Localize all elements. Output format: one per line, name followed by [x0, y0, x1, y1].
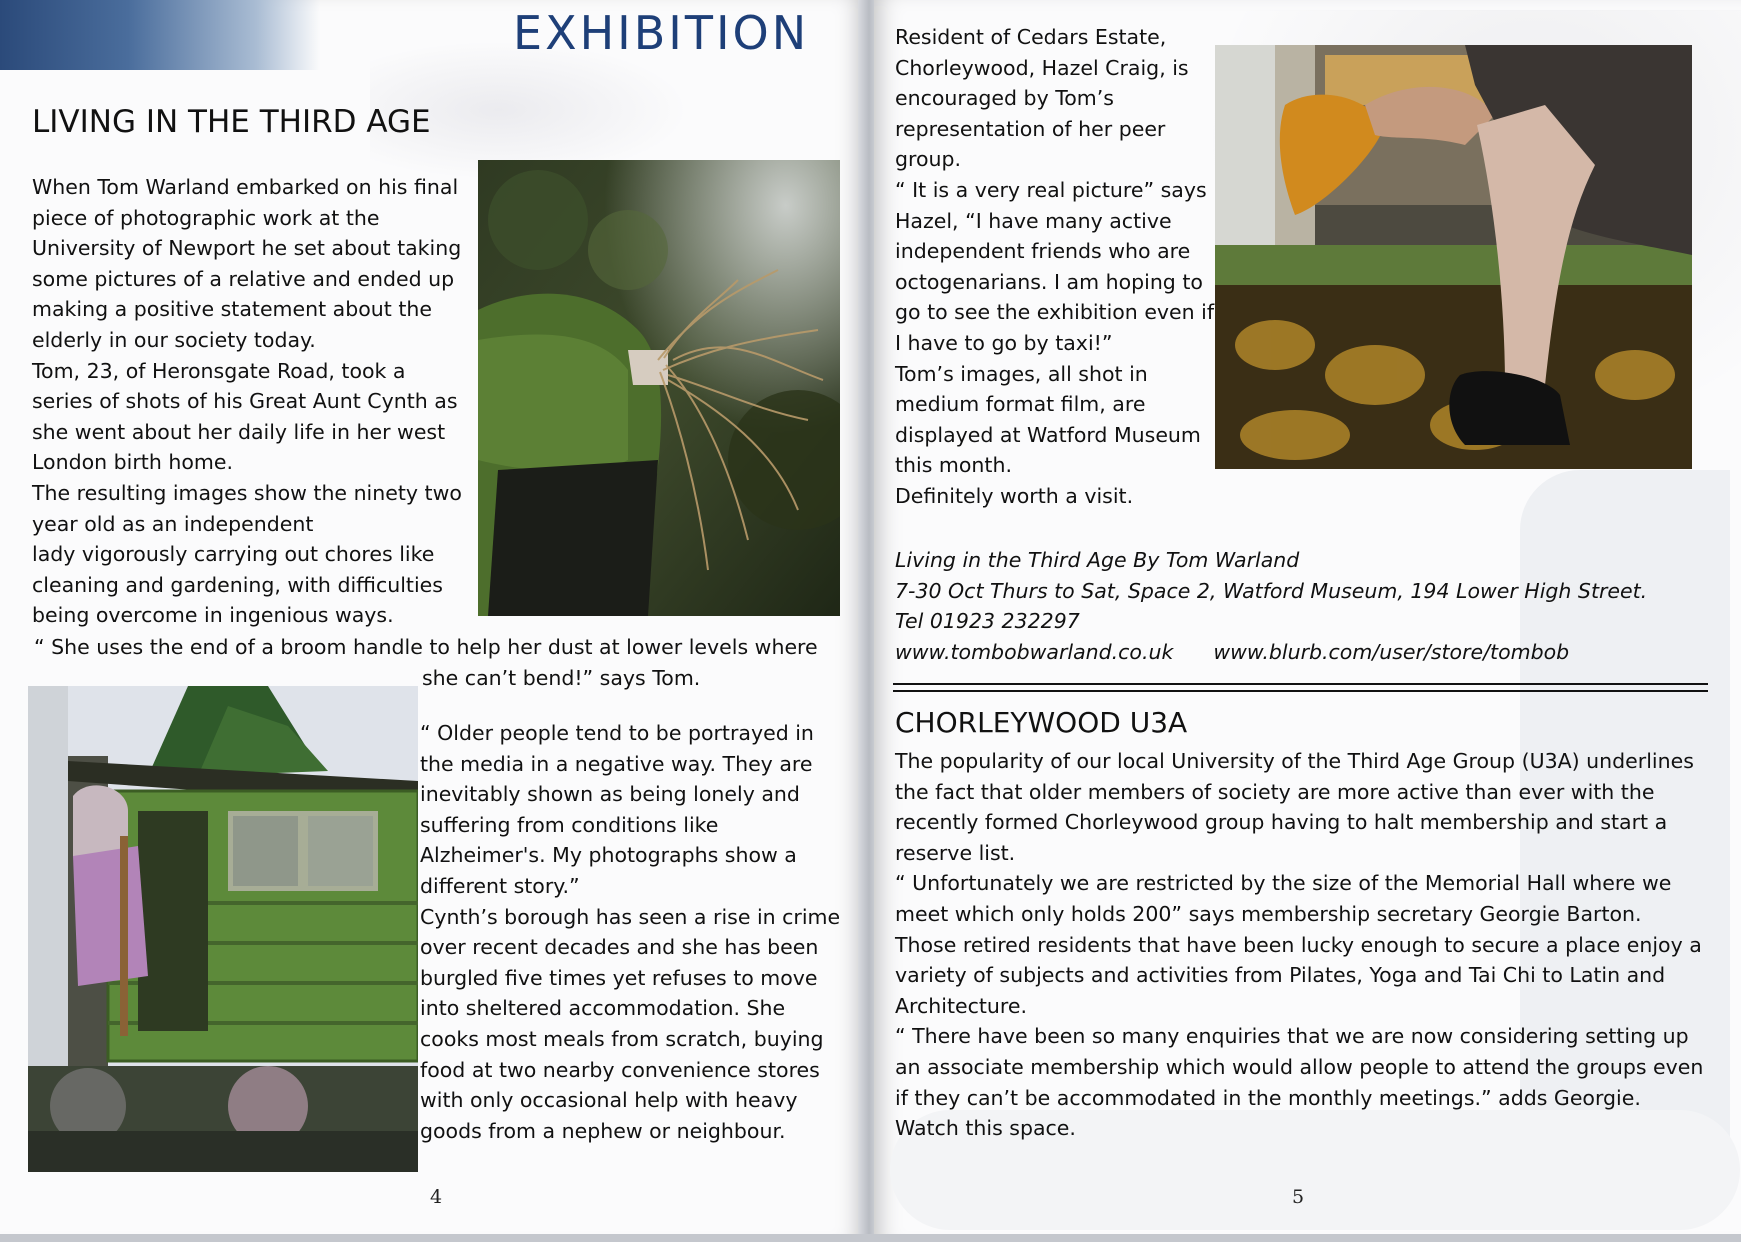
text-line: cleaning and gardening, with difficulties — [32, 572, 443, 597]
text-line: recently formed Chorleywood group having to halt membership and start a — [895, 810, 1668, 835]
article-title: LIVING IN THE THIRD AGE — [32, 104, 431, 140]
text-line: over recent decades and she has been — [420, 935, 819, 960]
text-line: “ Older people tend to be portrayed in — [420, 721, 814, 745]
divider-rule — [893, 683, 1708, 685]
text-line: displayed at Watford Museum — [895, 422, 1201, 447]
website-link[interactable]: www.tombobwarland.co.uk — [895, 639, 1174, 664]
text-line: “ Unfortunately we are restricted by the size of the Memorial Hall where we — [895, 871, 1672, 896]
u3a-article — [895, 746, 1703, 1144]
text-line: When Tom Warland embarked on his final — [32, 175, 459, 199]
text-line: Living in the Third Age By Tom Warland — [895, 548, 1300, 572]
text-line: goods from a nephew or neighbour. — [420, 1118, 786, 1143]
photo-shed — [28, 686, 418, 1172]
text-line: independent friends who are — [895, 239, 1191, 264]
text-line: with only occasional help with heavy — [420, 1088, 798, 1113]
text-line: some pictures of a relative and ended up — [32, 266, 455, 291]
text-line: “ It is a very real picture” says — [895, 177, 1207, 202]
u3a-title: CHORLEYWOOD U3A — [895, 706, 1188, 739]
text-line: lady vigorously carrying out chores like — [32, 542, 435, 567]
text-line: 7-30 Oct Thurs to Sat, Space 2, Watford Museum, 194 Lower High Street. — [895, 578, 1648, 603]
top-color-band — [0, 0, 320, 70]
text-line: meet which only holds 200” says membership secretary Georgie Barton. — [895, 901, 1642, 926]
text-line: this month. — [895, 453, 1012, 478]
text-line: piece of photographic work at the — [32, 205, 380, 230]
gardening-image — [478, 160, 840, 616]
text-line: Definitely worth a visit. — [895, 483, 1134, 508]
text-line: Hazel, “I have many active — [895, 208, 1172, 233]
text-line: The resulting images show the ninety two — [32, 480, 462, 505]
section-header: EXHIBITION — [513, 6, 810, 60]
text-line: Those retired residents that have been lucky enough to secure a place enjoy a — [895, 932, 1702, 957]
page-number: 4 — [430, 1186, 443, 1208]
text-line: London birth home. — [32, 450, 233, 475]
text-line: go to see the exhibition even if — [895, 300, 1215, 325]
oven-image — [1215, 45, 1692, 469]
text-line: an associate membership which would allow people to attend the groups even — [895, 1054, 1704, 1079]
hazel-column — [895, 22, 1214, 512]
website-link[interactable]: www.blurb.com/user/store/tombob — [1213, 639, 1570, 664]
text-line: the fact that older members of society are more active than ever with the — [895, 779, 1655, 804]
text-line: Architecture. — [895, 993, 1028, 1018]
divider-rule — [893, 690, 1708, 692]
text-line: Tel 01923 232297 — [895, 609, 1080, 634]
page-number: 5 — [1292, 1186, 1305, 1208]
text-line: into sheltered accommodation. She — [420, 996, 786, 1021]
exhibition-info — [895, 545, 1647, 667]
text-line: if they can’t be accommodated in the monthly meetings.” adds Georgie. — [895, 1085, 1641, 1110]
text-line: octogenarians. I am hoping to — [895, 269, 1203, 294]
text-line: Watch this space. — [895, 1116, 1076, 1141]
text-line: being overcome in ingenious ways. — [32, 603, 394, 628]
text-line: encouraged by Tom’s — [895, 86, 1114, 111]
text-line: Resident of Cedars Estate, — [895, 25, 1167, 49]
text-line: she can’t bend!” says Tom. — [422, 665, 701, 690]
text-line: reserve list. — [895, 840, 1016, 865]
second-column — [420, 718, 840, 1146]
photo-oven — [1215, 45, 1692, 469]
photo-gardening — [478, 160, 840, 616]
text-line: University of Newport he set about taking — [32, 236, 462, 261]
intro-paragraph — [32, 172, 462, 631]
text-line: suffering from conditions like — [420, 812, 719, 837]
text-line: different story.” — [420, 873, 580, 898]
text-line: “ There have been so many enquiries that we are now considering setting up — [895, 1024, 1689, 1049]
text-line: the media in a negative way. They are — [420, 751, 813, 776]
text-line: burgled five times yet refuses to move — [420, 965, 818, 990]
text-line: medium format film, are — [895, 392, 1146, 417]
text-line: cooks most meals from scratch, buying — [420, 1026, 824, 1051]
page-bottom-edge — [0, 1234, 1741, 1242]
text-line: Alzheimer's. My photographs show a — [420, 843, 797, 868]
text-line: she went about her daily life in her west — [32, 419, 446, 444]
text-line: “ She uses the end of a broom handle to help her dust at lower levels where — [34, 635, 818, 659]
shed-image — [28, 686, 418, 1172]
text-line: representation of her peer — [895, 116, 1166, 141]
text-line: Tom, 23, of Heronsgate Road, took a — [32, 358, 406, 383]
text-line: year old as an independent — [32, 511, 314, 536]
text-line: Tom’s images, all shot in — [895, 361, 1148, 386]
text-line: I have to go by taxi!” — [895, 330, 1113, 355]
text-line: Cynth’s borough has seen a rise in crime — [420, 904, 841, 929]
text-line — [895, 637, 1647, 668]
text-line: variety of subjects and activities from Pilates, Yoga and Tai Chi to Latin and — [895, 963, 1666, 988]
text-line: elderly in our society today. — [32, 327, 316, 352]
text-line: group. — [895, 147, 962, 172]
text-line: Chorleywood, Hazel Craig, is — [895, 55, 1189, 80]
text-line: inevitably shown as being lonely and — [420, 782, 800, 807]
text-line: making a positive statement about the — [32, 297, 432, 322]
text-line: series of shots of his Great Aunt Cynth as — [32, 389, 458, 414]
text-line: food at two nearby convenience stores — [420, 1057, 820, 1082]
text-line: The popularity of our local University of the Third Age Group (U3A) underlines — [895, 749, 1694, 773]
left-page — [0, 0, 864, 1242]
broom-quote — [34, 632, 818, 693]
